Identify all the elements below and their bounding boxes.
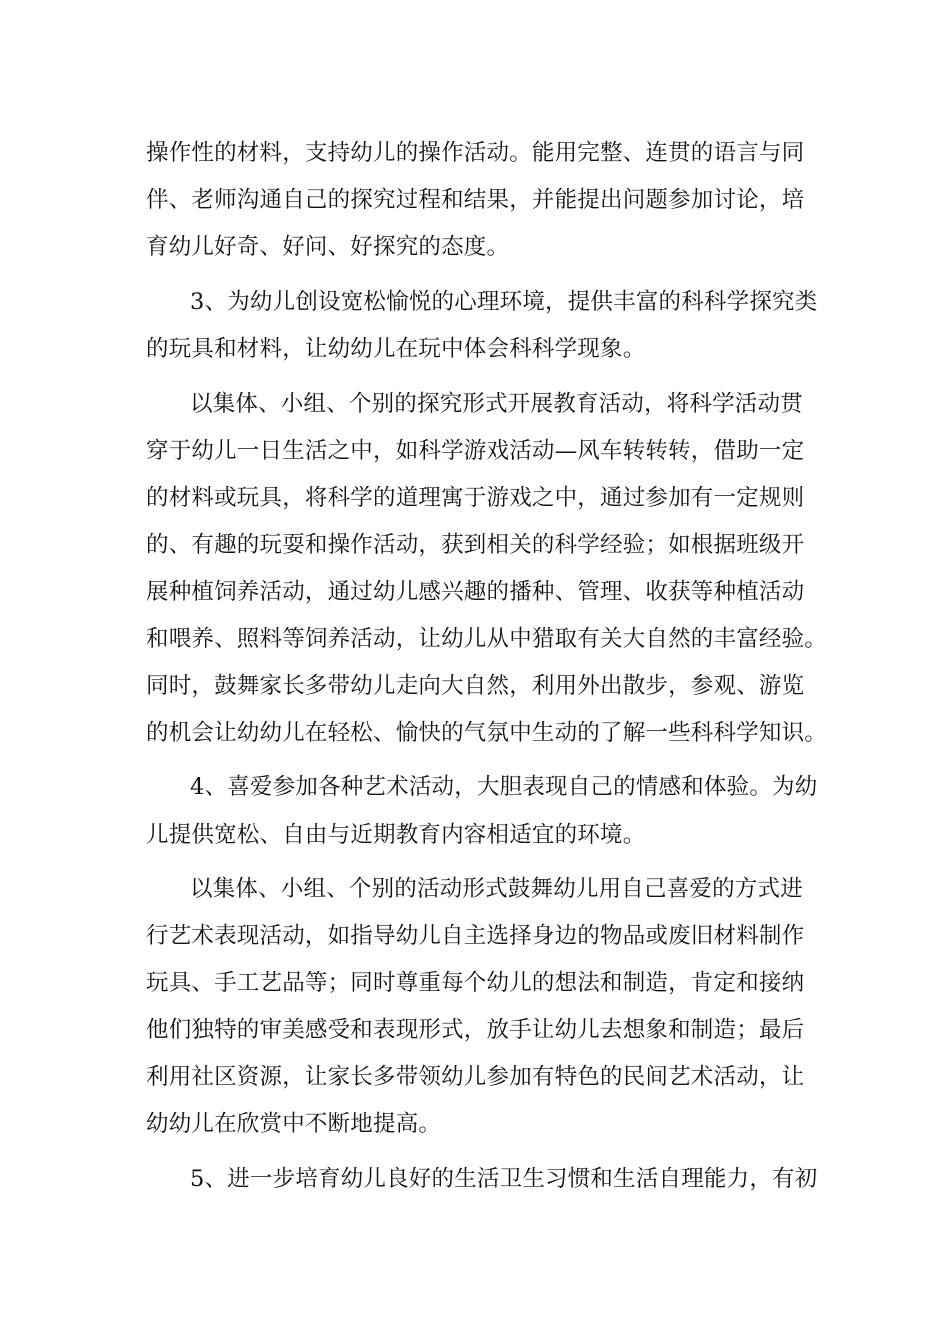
text-line: 玩具、手工艺品等；同时尊重每个幼儿的想法和制造，肯定和接纳 — [146, 970, 805, 996]
text-line: 操作性的材料，支持幼儿的操作活动。能用完整、连贯的语言与同 — [146, 140, 805, 166]
text-line: 的机会让幼幼儿在轻松、愉快的气氛中生动的了解一些科科学知识。 — [146, 720, 828, 746]
text-line: 的材料或玩具，将科学的道理寓于游戏之中，通过参加有一定规则 — [146, 485, 805, 511]
text-line: 伴、老师沟通自己的探究过程和结果，并能提出问题参加讨论，培 — [146, 187, 805, 213]
text-line: 展种植饲养活动，通过幼儿感兴趣的播种、管理、收获等种植活动 — [146, 579, 805, 605]
text-line: 幼幼儿在欣赏中不断地提高。 — [146, 1111, 442, 1137]
text-line: 儿提供宽松、自由与近期教育内容相适宜的环境。 — [146, 822, 646, 848]
paragraph-start-line: 以集体、小组、个别的探究形式开展教育活动，将科学活动贯 — [190, 391, 803, 417]
text-line: 利用社区资源，让家长多带领幼儿参加有特色的民间艺术活动，让 — [146, 1064, 805, 1090]
paragraph-start-line: 3、为幼儿创设宽松愉悦的心理环境，提供丰富的科科学探究类 — [190, 289, 818, 315]
text-line: 育幼儿好奇、好问、好探究的态度。 — [146, 234, 510, 260]
text-line: 行艺术表现活动，如指导幼儿自主选择身边的物品或废旧材料制作 — [146, 923, 805, 949]
text-line: 的玩具和材料，让幼幼儿在玩中体会科科学现象。 — [146, 336, 646, 362]
text-line: 穿于幼儿一日生活之中，如科学游戏活动—风车转转转，借助一定 — [146, 438, 805, 464]
text-line: 他们独特的审美感受和表现形式，放手让幼儿去想象和制造；最后 — [146, 1017, 805, 1043]
text-line: 同时，鼓舞家长多带幼儿走向大自然，利用外出散步，参观、游览 — [146, 673, 805, 699]
paragraph-start-line: 4、喜爱参加各种艺术活动，大胆表现自己的情感和体验。为幼 — [190, 774, 818, 800]
paragraph-start-line: 5、进一步培育幼儿良好的生活卫生习惯和生活自理能力，有初 — [190, 1166, 818, 1192]
paragraph-start-line: 以集体、小组、个别的活动形式鼓舞幼儿用自己喜爱的方式进 — [190, 876, 803, 902]
text-line: 的、有趣的玩耍和操作活动，获到相关的科学经验；如根据班级开 — [146, 532, 805, 558]
text-line: 和喂养、照料等饲养活动，让幼儿从中猎取有关大自然的丰富经验。 — [146, 626, 828, 652]
